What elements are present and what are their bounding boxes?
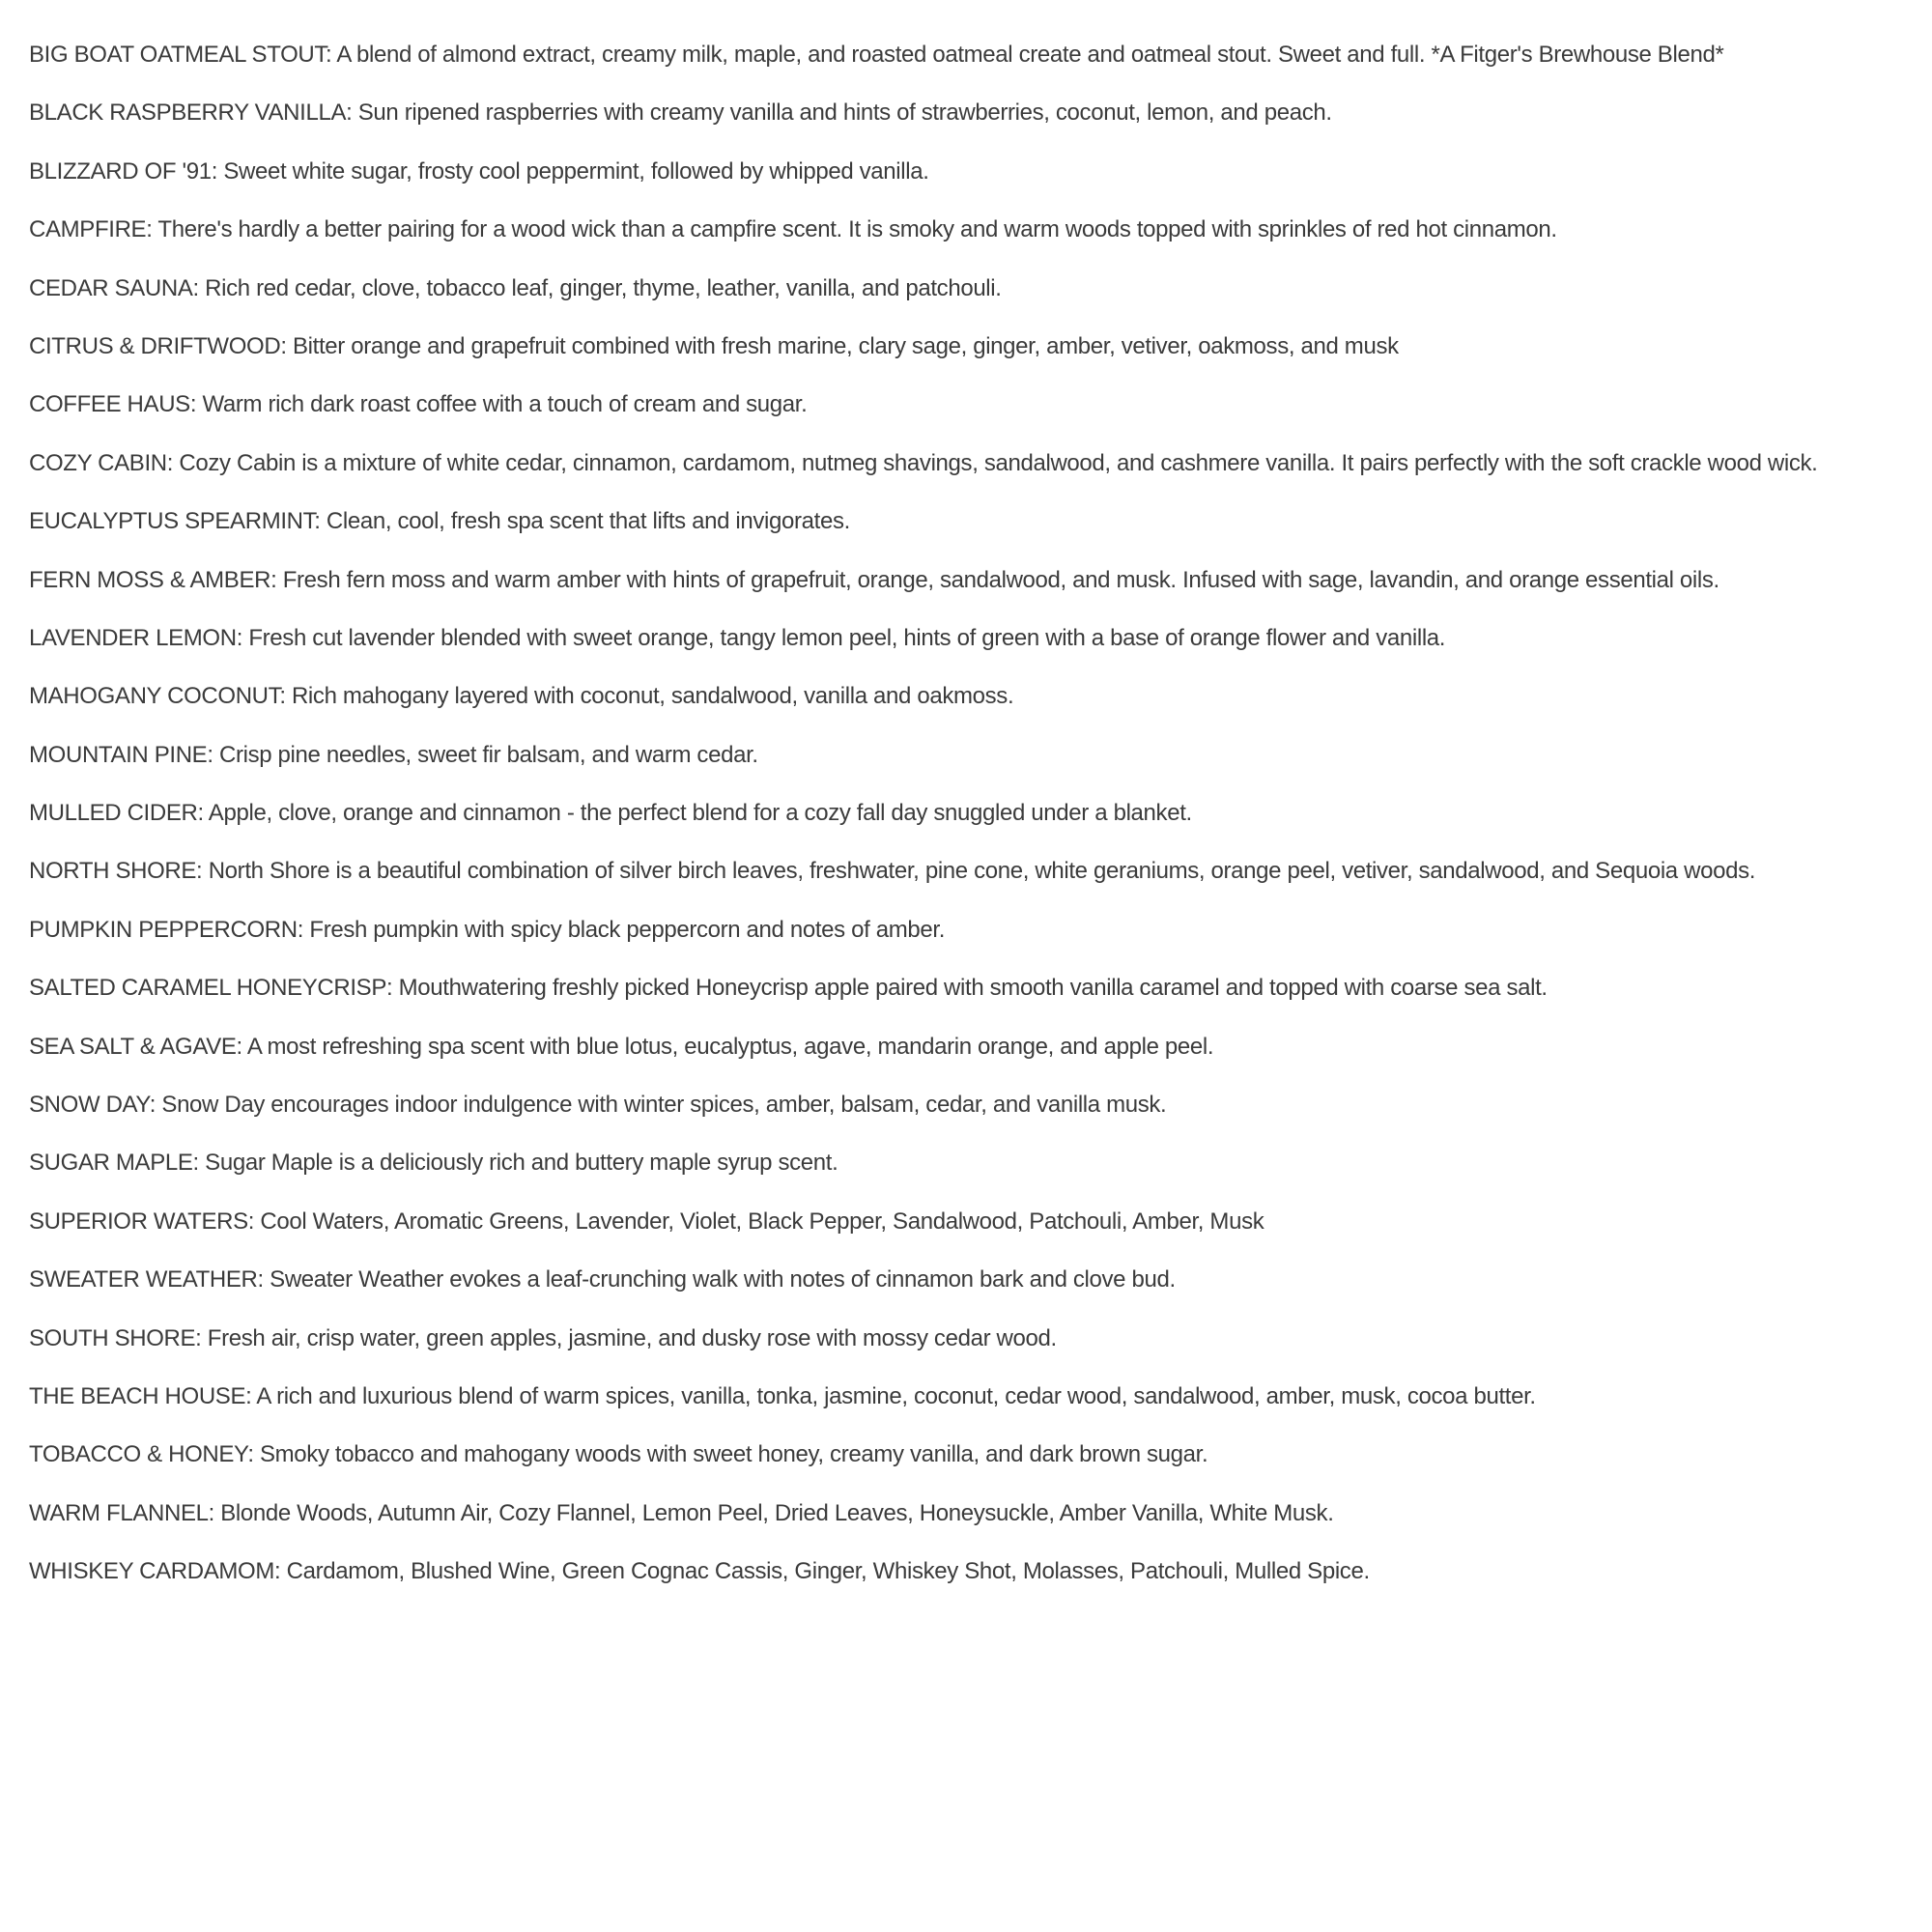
scent-item-cozy-cabin: COZY CABIN: Cozy Cabin is a mixture of white cedar, cinnamon, cardamom, nutmeg shavings, sandalwood, and cashmere vanilla. It pairs perfectly with the soft crackle wood wick. [29, 449, 1818, 476]
scent-item-eucalyptus-spearmint: EUCALYPTUS SPEARMINT: Clean, cool, fresh spa scent that lifts and invigorates. [29, 508, 850, 535]
scent-item-pumpkin-peppercorn: PUMPKIN PEPPERCORN: Fresh pumpkin with spicy black peppercorn and notes of amber. [29, 916, 946, 943]
scent-item-salted-caramel-honeycrisp: SALTED CARAMEL HONEYCRISP: Mouthwatering freshly picked Honeycrisp apple paired with smooth vanilla caramel and topped with coarse sea salt. [29, 975, 1548, 1002]
scent-item-the-beach-house: THE BEACH HOUSE: A rich and luxurious blend of warm spices, vanilla, tonka, jasmine, coconut, cedar wood, sandalwood, amber, musk, cocoa butter. [29, 1382, 1536, 1409]
scent-item-big-boat-oatmeal-stout: BIG BOAT OATMEAL STOUT: A blend of almond extract, creamy milk, maple, and roasted oatmeal create and oatmeal stout. Sweet and full. *A Fitger's Brewhouse Blend* [29, 42, 1724, 68]
scent-item-lavender-lemon: LAVENDER LEMON: Fresh cut lavender blended with sweet orange, tangy lemon peel, hints of green with a base of orange flower and vanilla. [29, 624, 1446, 651]
scent-item-campfire: CAMPFIRE: There's hardly a better pairing for a wood wick than a campfire scent. It is smoky and warm woods topped with sprinkles of red hot cinnamon. [29, 216, 1557, 243]
scent-item-mulled-cider: MULLED CIDER: Apple, clove, orange and cinnamon - the perfect blend for a cozy fall day snuggled under a blanket. [29, 800, 1192, 827]
scent-item-whiskey-cardamom: WHISKEY CARDAMOM: Cardamom, Blushed Wine, Green Cognac Cassis, Ginger, Whiskey Shot, Molasses, Patchouli, Mulled Spice. [29, 1558, 1370, 1585]
scent-item-coffee-haus: COFFEE HAUS: Warm rich dark roast coffee with a touch of cream and sugar. [29, 391, 808, 418]
scent-item-north-shore: NORTH SHORE: North Shore is a beautiful combination of silver birch leaves, freshwater, pine cone, white geraniums, orange peel, vetiver, sandalwood, and Sequoia woods. [29, 858, 1756, 885]
scent-item-south-shore: SOUTH SHORE: Fresh air, crisp water, green apples, jasmine, and dusky rose with mossy cedar wood. [29, 1324, 1057, 1351]
scent-item-sugar-maple: SUGAR MAPLE: Sugar Maple is a deliciously rich and buttery maple syrup scent. [29, 1150, 838, 1177]
scent-item-tobacco-honey: TOBACCO & HONEY: Smoky tobacco and mahogany woods with sweet honey, creamy vanilla, and dark brown sugar. [29, 1441, 1208, 1468]
scent-item-superior-waters: SUPERIOR WATERS: Cool Waters, Aromatic Greens, Lavender, Violet, Black Pepper, Sandalwood, Patchouli, Amber, Musk [29, 1208, 1264, 1235]
scent-item-sweater-weather: SWEATER WEATHER: Sweater Weather evokes a leaf-crunching walk with notes of cinnamon bark and clove bud. [29, 1266, 1176, 1293]
scent-item-mountain-pine: MOUNTAIN PINE: Crisp pine needles, sweet fir balsam, and warm cedar. [29, 741, 758, 768]
scent-item-fern-moss-amber: FERN MOSS & AMBER: Fresh fern moss and warm amber with hints of grapefruit, orange, sandalwood, and musk. Infused with sage, lavandin, and orange essential oils. [29, 566, 1719, 593]
scent-item-warm-flannel: WARM FLANNEL: Blonde Woods, Autumn Air, Cozy Flannel, Lemon Peel, Dried Leaves, Honeysuckle, Amber Vanilla, White Musk. [29, 1499, 1334, 1526]
scent-item-snow-day: SNOW DAY: Snow Day encourages indoor indulgence with winter spices, amber, balsam, cedar, and vanilla musk. [29, 1092, 1167, 1119]
scent-item-mahogany-coconut: MAHOGANY COCONUT: Rich mahogany layered with coconut, sandalwood, vanilla and oakmoss. [29, 683, 1014, 710]
scent-item-citrus-driftwood: CITRUS & DRIFTWOOD: Bitter orange and grapefruit combined with fresh marine, clary sage, ginger, amber, vetiver, oakmoss, and musk [29, 332, 1399, 359]
scent-item-sea-salt-agave: SEA SALT & AGAVE: A most refreshing spa scent with blue lotus, eucalyptus, agave, mandarin orange, and apple peel. [29, 1033, 1214, 1060]
scent-item-cedar-sauna: CEDAR SAUNA: Rich red cedar, clove, tobacco leaf, ginger, thyme, leather, vanilla, and patchouli. [29, 274, 1002, 301]
scent-item-blizzard-of-91: BLIZZARD OF '91: Sweet white sugar, frosty cool peppermint, followed by whipped vanilla. [29, 157, 929, 185]
scent-description-list [29, 41, 1930, 1616]
scent-item-black-raspberry-vanilla: BLACK RASPBERRY VANILLA: Sun ripened raspberries with creamy vanilla and hints of strawberries, coconut, lemon, and peach. [29, 99, 1332, 127]
